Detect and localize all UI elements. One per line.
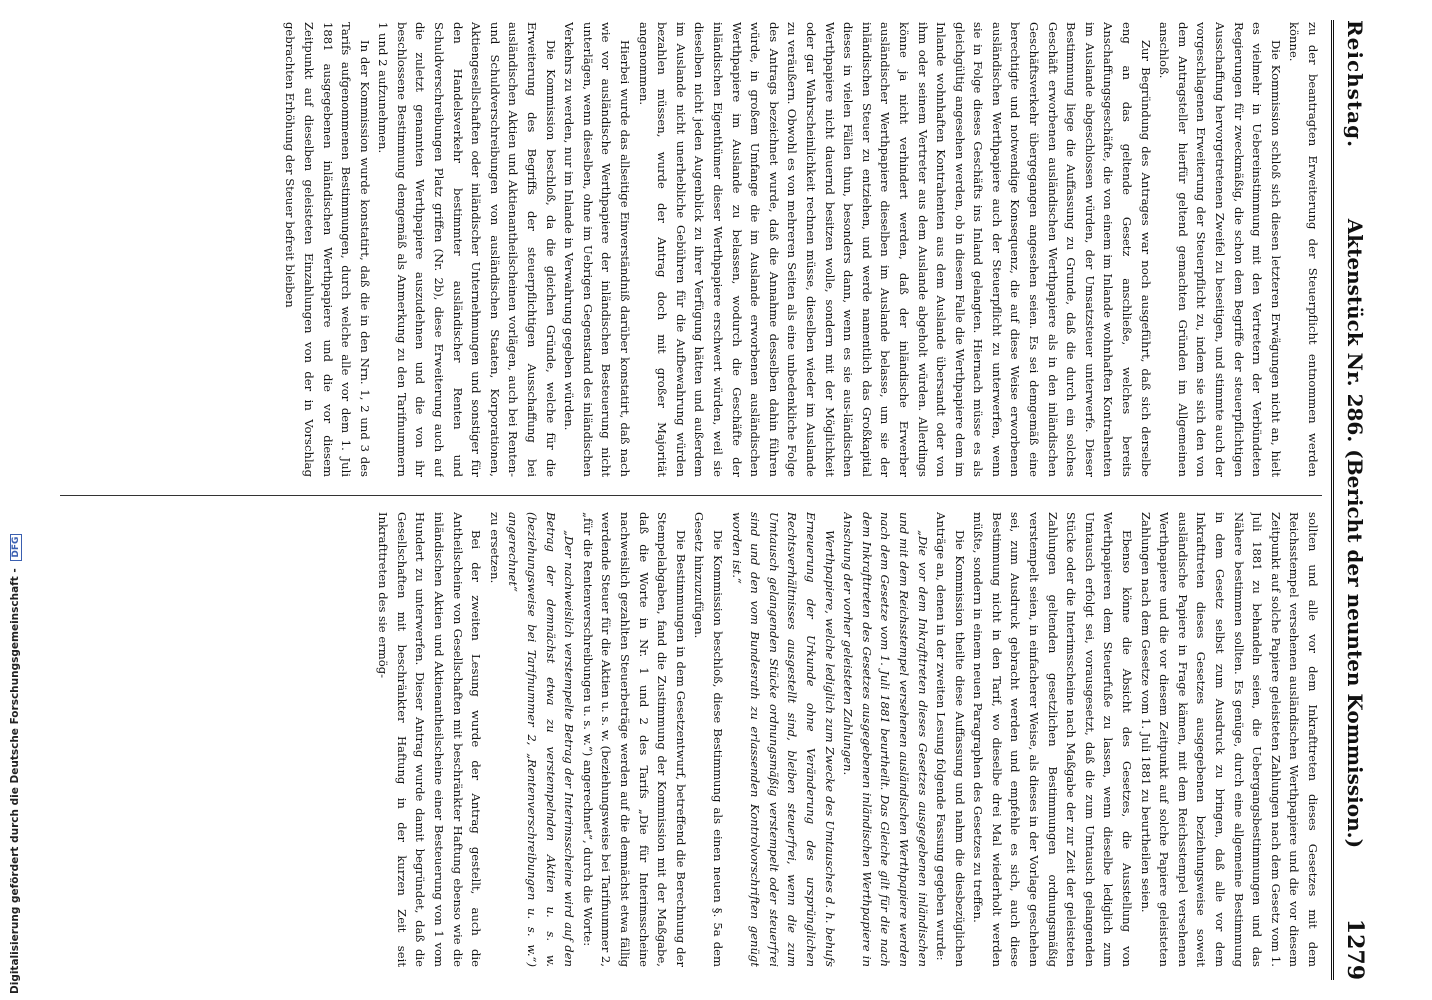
margin-credit: [0, 0, 28, 1000]
paragraph: zu ersetzen.: [487, 512, 502, 584]
paragraph: „Der nachweislich verstempelte Betrag der Interimsscheine wird auf den Betrag der demnächst etwa zu verstempelnden Aktien u. s. w. (beziehungsweise bei Tarifnummer 2, „Rentenverschreibungen u. s. w.“) angerechnet“: [506, 512, 577, 967]
header-left: Reichstag.: [1343, 20, 1367, 149]
paragraph: Hierbei wurde das allseitige Einverständniß darüber konstatirt, daß nach wie vor ausländische Werthpapiere der inländischen Besteuerung nicht unterlägen, wenn dieselben, ohne im Uebrigen Gegenstand des inländischen Verkehrs zu werden, nur im Inlande in Verwahrung gegeben würden.: [562, 22, 633, 477]
header-rule: [1331, 20, 1334, 980]
paragraph: Werthpapiere, welche lediglich zum Zwecke des Umtausches d. h. behufs Erneuerung der Urkunde ohne Veränderung des ursprünglichen Rechtsverhältnisses ausgestellt sind, bleiben steuerfrei, wenn die zum Umtausch gelangenden Stücke ordnungsmäßig verstempelt oder steuerfrei sind und den vom Bundesrath zu erlassenden Kontrolvorschriften genügt worden ist.“: [729, 512, 837, 967]
paragraph: zu der beantragten Erweiterung der Steuerpflicht entnommen werden könne.: [1287, 22, 1320, 477]
paragraph: Die Kommission theilte diese Auffassung und nahm die diesbezüglichen Anträge an, denen in der zweiten Lesung folgende Fassung gegeben wurde:: [934, 512, 967, 967]
header-center: Aktenstück Nr. 286. (Bericht der neunten Kommission.): [1343, 218, 1367, 849]
credit-text: Digitalisierung gefördert durch die Deutsche Forschungsgemeinschaft -: [9, 568, 21, 994]
paragraph: Ebenso könne die Absicht des Gesetzes, die Ausstellung von Werthpapieren dem Steuerfuße zu lassen, wenn dieselbe lediglich zum Umtausch erfolgt sei, vorausgesetzt, daß die zum Umtausch gelangenden Stücke oder die Interimsscheine nach Maßgabe der zur Zeit der geleisteten Zahlungen geltenden gesetzlichen Bestimmungen ordnungsmäßig verstempelt seien, in einfacherer Weise, als dieses in der Vorlage geschehen sei, zum Ausdruck gebracht werden und empfehle es sich, auch diese Bestimmung nicht in den Tarif, wo dieselbe drei Mal wiederholt werden müßte, sondern in einem neuen Paragraphen des Gesetzes zu treffen.: [971, 512, 1135, 967]
document-page: [40, 0, 1380, 1000]
digitization-credit: [9, 534, 22, 994]
paragraph: Die Bestimmungen in dem Gesetzentwurf, betreffend die Berechnung der Stempelabgaben, fand die Zustimmung der Kommission mit der Maßgabe, daß die Worte in Nr. 1 und 2 des Tarifs „Die für Interimsscheine nachweislich gezahlten Steuerbeträge werden auf die demnächst etwa fällig werdende Steuer für die Aktien u. s. w. (beziehungsweise bei Tarifnummer 2, „für die Rentenverschreibungen u. s. w.“) angerechnet“, durch die Worte:: [580, 512, 688, 967]
page-number: 1279: [1342, 918, 1368, 980]
paragraph: Die Kommission beschloß, diese Bestimmung als einen neuen §. 5a dem Gesetz hinzuzufügen.: [692, 512, 725, 967]
right-column: [56, 512, 1322, 967]
column-divider: [60, 495, 1322, 496]
paragraph: Bei der zweiten Lesung wurde der Antrag gestellt, auch die Antheilscheine von Gesellschaften mit beschränkter Haftung ebenso wie die inländischen Aktien und Aktienantheilscheine einer Besteuerung von 1 vom Hundert zu unterwerfen. Dieser Antrag wurde damit begründet, daß die Gesellschaften mit beschränkter Haftung in der kurzen Zeit seit Inkrafttreten des sie ermög-: [376, 512, 484, 967]
paragraph: „Die vor dem Inkrafttreten dieses Gesetzes ausgegebenen inländischen und mit dem Reichsstempel versehenen ausländischen Werthpapiere werden nach dem Gesetze vom 1. Juli 1881 beurtheilt. Das Gleiche gilt für die nach dem Inkrafttreten des Gesetzes ausgegebenen inländischen Werthpapiere in Anschung der vorher geleisteten Zahlungen.: [841, 512, 930, 967]
dfg-logo: DFG: [10, 534, 22, 561]
left-column: [56, 22, 1322, 477]
paragraph: sollten und alle vor dem Inkrafttreten dieses Gesetzes mit dem Reichsstempel versehenen ausländischen Werthpapiere und die vor diesem Zeitpunkt auf solche Papiere geleisteten Zahlungen nach dem Gesetz vom 1. Juli 1881 zu behandeln seien, die Uebergangsbestimmungen und das Nähere bestimmen sollten. Es genüge, durch eine allgemeine Bestimmung in dem Gesetz selbst zum Ausdruck zu bringen, daß alle vor dem Inkrafttreten dieses Gesetzes ausgegebenen beziehungsweise soweit ausländische Papiere in Frage kämen, mit dem Reichsstempel versehenen Werthpapiere und die vor diesem Zeitpunkt auf solche Papiere geleisteten Zahlungen nach dem Gesetze vom 1. Juli 1881 zu beurtheilen seien.: [1138, 512, 1320, 967]
page-header: [1338, 20, 1372, 980]
paragraph: Die Kommission beschloß, da die gleichen Gründe, welche für die Erweiterung des Begriffs der steuerpflichtigen Ausschaffung bei ausländischen Aktien und Aktienantheilscheinen vorlägen, auch bei Renten- und Schuldverschreibungen von ausländischen Staaten, Korporationen, Aktiengesellschaften oder inländischer Unternehmungen und sonstiger für den Handelsverkehr bestimmter ausländischer Renten und Schuldverschreibungen Platz griffen (Nr. 2b), diese Erweiterung auch auf die zuletzt genannten Werthpapiere auszudehnen und die von ihr beschlossene Bestimmung demgemäß als Anmerkung zu den Tarifnummern 1 und 2 aufzunehmen.: [376, 22, 558, 477]
paragraph: Die Kommission schloß sich diesen letzteren Erwägungen nicht an, hielt es vielmehr in Uebereinstimmung mit den Vertretern der Verbündeten Regierungen für zweckmäßig, die schon dem Begriffe der steuerpflichtigen Ausschaffung hervorgetretenen Zweifel zu beseitigen, und stimmte auch der vorgeschlagenen Erweiterung der Steuerpflicht zu, indem sie sich den von dem Antragsteller hierfür geltend gemachten Gründen im Allgemeinen anschloß.: [1157, 22, 1283, 477]
paragraph: In der Kommission wurde konstatirt, daß die in den Nrn. 1, 2 und 3 des Tarifs aufgenommenen Bestimmungen, durch welche alle vor dem 1. Juli 1881 ausgegebenen inländischen Werthpapiere und die vor diesem Zeitpunkt auf dieselben geleisteten Einzahlungen von der in Vorschlag gebrachten Erhöhung der Steuer befreit bleiben: [283, 22, 372, 477]
paragraph: Zur Begründung des Antrages war noch ausgeführt, daß sich derselbe eng an das geltende Gesetz anschließe, welches bereits Anschaffungsgeschäfte, die von einem im Inlande wohnhaften Kontrahenten im Auslande abgeschlossen würden, der Umsatzsteuer unterwerfe. Dieser Bestimmung liege die Auffassung zu Grunde, daß die durch ein solches Geschäft erworbenen ausländischen Werthpapiere als in den inländischen Geschäftsverkehr übergegangen angesehen seien. Es sei demgemäß eine berechtigte und notwendige Konsequenz, die auf diese Weise erworbenen ausländischen Werthpapiere auch der Steuerpflicht zu unterwerfen, wenn sie in Folge dieses Geschäfts ins Inland gelangten. Hiernach müsse es als gleichgültig angesehen werden, ob in diesem Falle die Werthpapiere dem im Inlande wohnhaften Kontrahenten aus dem Auslande übersandt oder von ihm oder seinem Vertreter aus dem Auslande abgeholt würden. Allerdings könne ja nicht verhindert werden, daß der inländische Erwerber ausländischer Werthpapiere dieselben im Auslande belasse, um sie der inländischen Steuer zu entziehen, und werde namentlich das Großkapital dieses in vielen Fällen thun, besonders dann, wenn es sie aus-ländischen Werthpapiere nicht dauernd besitzen wolle, sondern mit der Möglichkeit oder gar Wahrscheinlichkeit rechnen müsse, dieselben wieder im Auslande zu veräußern. Obwohl es von mehreren Seiten als eine unbedenkliche Folge des Antrags bezeichnet wurde, daß die Annahme desselben dahin führen würde, in großem Umfange die im Auslande erworbenen ausländischen Werthpapiere im Auslande zu belassen, wodurch die Geschäfte der inländischen Eigenthümer dieser Werthpapiere erschwert würden, weil sie dieselben nicht jeden Augenblick zu ihrer Verfügung hätten und außerdem im Auslande nicht unerhebliche Gebühren für die Aufbewahrung würden bezahlen müssen, wurde der Antrag doch mit großer Majorität angenommen.: [636, 22, 1153, 477]
